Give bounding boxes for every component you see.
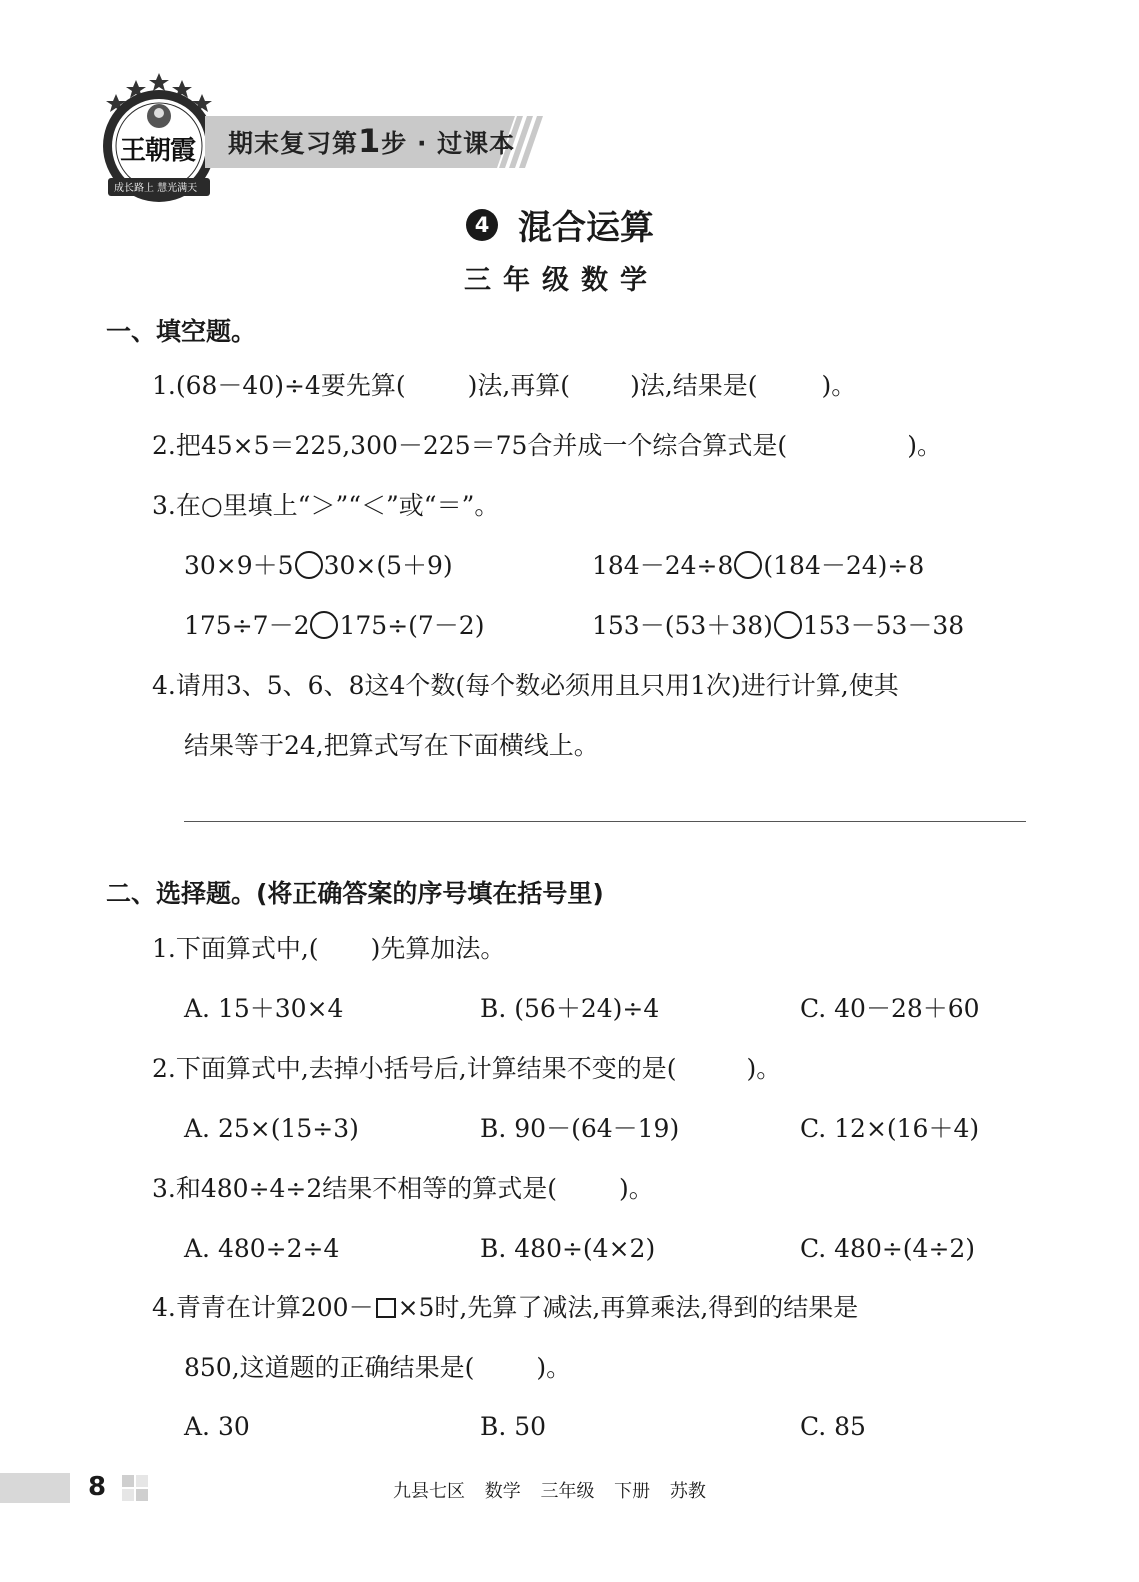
- s2-question-4-line-2: 850,这道题的正确结果是( )。: [184, 1353, 572, 1382]
- option-b: B. 480÷(4×2): [480, 1234, 656, 1263]
- section-2-heading: 二、选择题。(将正确答案的序号填在括号里): [106, 879, 604, 908]
- option-a: A. 30: [184, 1412, 250, 1441]
- answer-line[interactable]: [184, 821, 1026, 822]
- banner-prefix: 期末复习第: [228, 129, 359, 158]
- unknown-box: [376, 1298, 396, 1318]
- chapter-number-badge: 4: [466, 209, 498, 241]
- logo-slogan: 成长路上 慧光满天: [114, 183, 198, 194]
- compare-item: 30×9＋5 30×(5＋9): [184, 551, 453, 580]
- option-c: C. 40－28＋60: [800, 994, 980, 1023]
- footer-squares-icon: [122, 1475, 150, 1503]
- option-c: C. 480÷(4÷2): [800, 1234, 976, 1263]
- footer-bar: [0, 1473, 70, 1503]
- option-b: B. 90－(64－19): [480, 1114, 680, 1143]
- s2-question-1: 1.下面算式中,( )先算加法。: [152, 934, 506, 963]
- footer-info: 九县七区 数学 三年级 下册 苏教: [393, 1481, 706, 1502]
- s1-question-4-line-2: 结果等于24,把算式写在下面横线上。: [184, 731, 599, 760]
- banner-title: [228, 124, 515, 160]
- option-b: B. 50: [480, 1412, 547, 1441]
- compare-item: 175÷7－2 175÷(7－2): [184, 611, 485, 640]
- compare-item: 184－24÷8 (184－24)÷8: [592, 551, 925, 580]
- compare-circle[interactable]: [774, 611, 802, 639]
- compare-circle[interactable]: [734, 551, 762, 579]
- chapter-title: 混合运算: [518, 208, 654, 248]
- option-a: A. 15＋30×4: [184, 994, 344, 1023]
- s2-question-2: 2.下面算式中,去掉小括号后,计算结果不变的是( )。: [152, 1054, 782, 1083]
- option-b: B. (56＋24)÷4: [480, 994, 660, 1023]
- option-a: A. 480÷2÷4: [184, 1234, 340, 1263]
- banner-step: 1: [358, 122, 382, 160]
- compare-circle[interactable]: [310, 611, 338, 639]
- compare-item: 153－(53＋38) 153－53－38: [592, 611, 965, 640]
- banner-suffix: 步 · 过课本: [381, 129, 516, 158]
- section-1-heading: 一、填空题。: [106, 317, 257, 346]
- logo-name: 王朝霞: [120, 136, 196, 166]
- s1-question-4-line-1: 4.请用3、5、6、8这4个数(每个数必须用且只用1次)进行计算,使其: [152, 671, 899, 700]
- option-a: A. 25×(15÷3): [184, 1114, 359, 1143]
- page-title: [466, 200, 654, 249]
- s1-question-2: 2.把45×5＝225,300－225＝75合并成一个综合算式是( )。: [152, 431, 942, 460]
- option-c: C. 85: [800, 1412, 866, 1441]
- s1-question-1: 1.(68－40)÷4要先算( )法,再算( )法,结果是( )。: [152, 371, 857, 400]
- page-subtitle: 三年级数学: [464, 265, 659, 296]
- s2-question-4-line-1: 4.青青在计算200－ ×5时,先算了减法,再算乘法,得到的结果是: [152, 1293, 859, 1322]
- compare-circle[interactable]: [295, 551, 323, 579]
- s1-question-3: 3.在○里填上“＞”“＜”或“＝”。: [152, 491, 500, 520]
- option-c: C. 12×(16＋4): [800, 1114, 980, 1143]
- s2-question-3: 3.和480÷4÷2结果不相等的算式是( )。: [152, 1174, 654, 1203]
- page-number: 8: [88, 1472, 107, 1502]
